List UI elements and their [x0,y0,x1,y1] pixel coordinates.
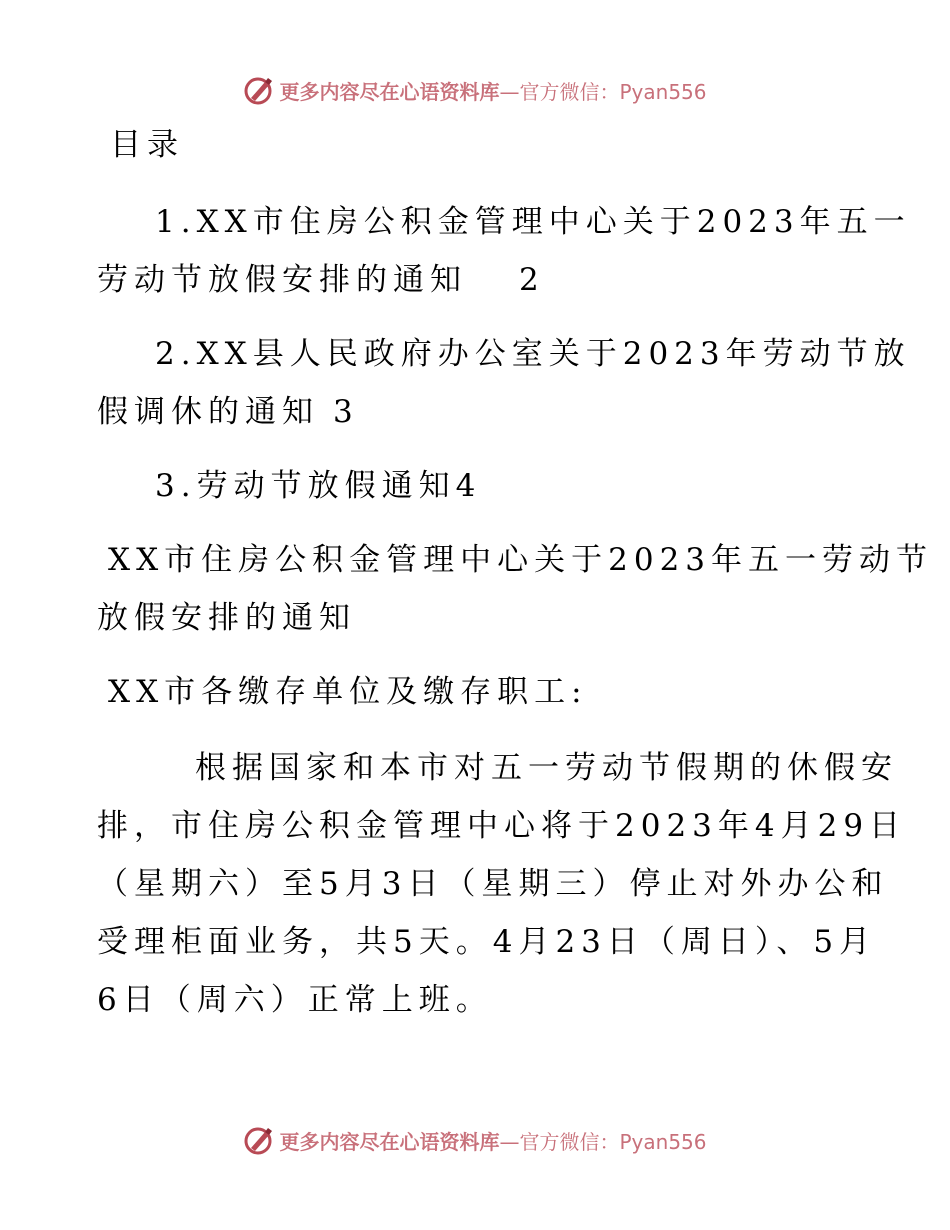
pen-logo-icon [243,1124,275,1156]
pen-logo-icon [243,74,275,106]
toc-item-2-line1[interactable]: 2.XX县人民政府办公室关于2023年劳动节放 [155,336,911,372]
footer-banner [0,1120,950,1160]
banner-brand: 更多内容尽在心语资料库 [279,79,500,104]
body-line-3: （星期六）至5月3日（星期三）停止对外办公和 [97,866,889,902]
banner-wechat-id: Pyan556 [619,79,707,104]
toc-item-2-title: 假调休的通知 [97,394,319,430]
body-line-2: 排，市住房公积金管理中心将于2023年4月29日 [97,808,907,844]
toc-item-3-page: 4 [455,468,482,504]
article-title-line1: XX市住房公积金管理中心关于2023年五一劳动节 [108,542,934,578]
toc-item-1-title: 劳动节放假安排的通知 [97,262,467,298]
body-line-1: 根据国家和本市对五一劳动节假期的休假安 [195,750,898,786]
toc-item-3[interactable] [155,466,481,506]
banner-text [279,1126,706,1155]
banner-wechat-label: 官方微信： [519,1129,620,1154]
banner-brand: 更多内容尽在心语资料库 [279,1129,500,1154]
banner-separator: — [499,79,520,104]
toc-item-1-line1[interactable]: 1.XX市住房公积金管理中心关于2023年五一 [155,204,911,240]
toc-item-1-line2[interactable] [97,260,545,300]
article-title-line2: 放假安排的通知 [97,600,356,636]
banner-wechat-id: Pyan556 [619,1129,707,1154]
banner-wechat-label: 官方微信： [519,79,620,104]
toc-item-2-page: 3 [333,394,359,430]
toc-item-1-page: 2 [519,262,545,298]
banner-separator: — [499,1129,520,1154]
salutation: XX市各缴存单位及缴存职工: [108,674,588,710]
toc-item-3-title: 3.劳动节放假通知 [155,468,456,504]
toc-heading: 目录 [110,127,184,163]
toc-item-2-line2[interactable] [97,392,359,432]
header-banner [0,70,950,110]
body-line-5: 6日（周六）正常上班。 [97,982,493,1018]
banner-text [279,76,706,105]
body-line-4: 受理柜面业务，共5天。4月23日（周日）、5月 [97,924,877,960]
